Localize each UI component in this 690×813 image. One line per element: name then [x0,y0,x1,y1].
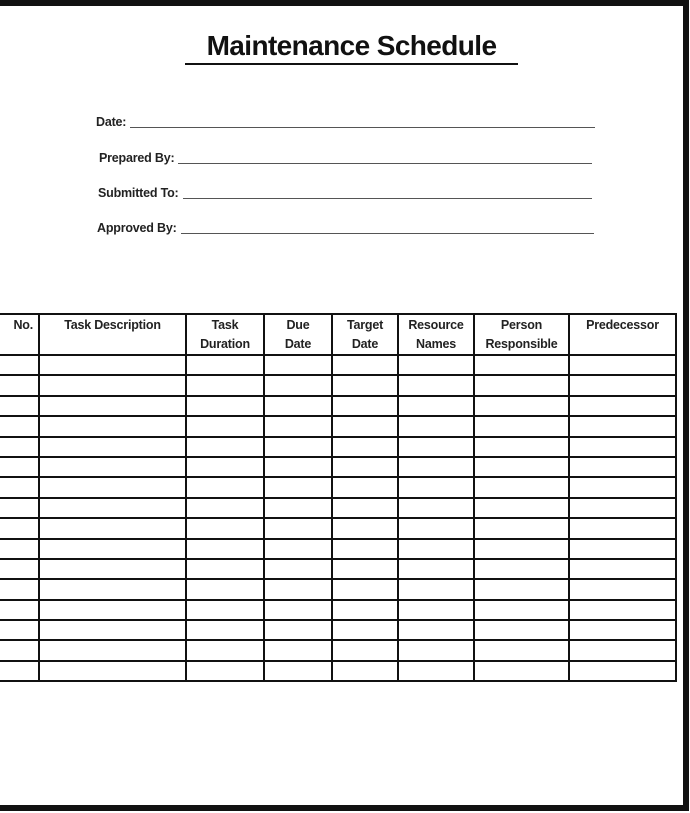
cell-task-duration[interactable] [186,640,264,660]
cell-person-responsible[interactable] [474,396,569,416]
cell-person-responsible[interactable] [474,437,569,457]
cell-due-date[interactable] [264,600,332,620]
cell-person-responsible[interactable] [474,355,569,375]
table-row [0,559,676,579]
table-row [0,539,676,559]
cell-target-date[interactable] [332,518,398,538]
cell-predecessor[interactable] [569,437,676,457]
cell-due-date[interactable] [264,355,332,375]
cell-target-date[interactable] [332,498,398,518]
cell-target-date[interactable] [332,416,398,436]
cell-due-date[interactable] [264,579,332,599]
table-row [0,600,676,620]
cell-task-duration[interactable] [186,416,264,436]
cell-due-date[interactable] [264,396,332,416]
cell-task-description[interactable] [39,539,186,559]
date-input-line[interactable] [130,127,595,128]
cell-resource-names[interactable] [398,396,474,416]
cell-due-date[interactable] [264,416,332,436]
cell-person-responsible[interactable] [474,477,569,497]
prepared-by-input-line[interactable] [178,163,592,164]
cell-resource-names[interactable] [398,416,474,436]
cell-person-responsible[interactable] [474,600,569,620]
header-resource-names: Resource Names [398,314,474,355]
cell-task-duration[interactable] [186,437,264,457]
cell-no[interactable] [0,518,39,538]
cell-person-responsible[interactable] [474,539,569,559]
cell-task-duration[interactable] [186,355,264,375]
cell-no[interactable] [0,559,39,579]
cell-due-date[interactable] [264,457,332,477]
cell-predecessor[interactable] [569,375,676,395]
table-body [0,355,676,681]
table-row [0,498,676,518]
table-row [0,396,676,416]
cell-predecessor[interactable] [569,640,676,660]
cell-no[interactable] [0,600,39,620]
cell-resource-names[interactable] [398,640,474,660]
cell-predecessor[interactable] [569,355,676,375]
table-row [0,416,676,436]
cell-no[interactable] [0,661,39,681]
cell-task-description[interactable] [39,375,186,395]
cell-predecessor[interactable] [569,416,676,436]
cell-person-responsible[interactable] [474,640,569,660]
cell-resource-names[interactable] [398,518,474,538]
cell-due-date[interactable] [264,559,332,579]
date-label: Date: [96,115,127,129]
approved-by-label: Approved By: [97,221,177,235]
cell-target-date[interactable] [332,640,398,660]
cell-task-description[interactable] [39,579,186,599]
cell-no[interactable] [0,396,39,416]
cell-task-duration[interactable] [186,579,264,599]
cell-predecessor[interactable] [569,620,676,640]
cell-person-responsible[interactable] [474,498,569,518]
cell-due-date[interactable] [264,539,332,559]
cell-due-date[interactable] [264,498,332,518]
cell-task-description[interactable] [39,477,186,497]
cell-person-responsible[interactable] [474,375,569,395]
cell-person-responsible[interactable] [474,559,569,579]
cell-predecessor[interactable] [569,600,676,620]
cell-resource-names[interactable] [398,457,474,477]
cell-resource-names[interactable] [398,355,474,375]
cell-resource-names[interactable] [398,477,474,497]
cell-target-date[interactable] [332,375,398,395]
cell-task-description[interactable] [39,355,186,375]
page-border-right [683,0,689,811]
cell-predecessor[interactable] [569,579,676,599]
header-target-date: Target Date [332,314,398,355]
cell-due-date[interactable] [264,375,332,395]
table-row [0,661,676,681]
cell-target-date[interactable] [332,620,398,640]
cell-resource-names[interactable] [398,620,474,640]
cell-no[interactable] [0,437,39,457]
submitted-to-label: Submitted To: [98,186,179,200]
cell-predecessor[interactable] [569,477,676,497]
header-due-date: Due Date [264,314,332,355]
cell-task-duration[interactable] [186,518,264,538]
submitted-to-field[interactable] [98,181,592,201]
page-border-bottom [0,805,689,811]
cell-resource-names[interactable] [398,437,474,457]
cell-target-date[interactable] [332,539,398,559]
cell-target-date[interactable] [332,579,398,599]
cell-target-date[interactable] [332,437,398,457]
table-row [0,477,676,497]
cell-task-duration[interactable] [186,396,264,416]
cell-no[interactable] [0,355,39,375]
cell-task-description[interactable] [39,518,186,538]
cell-target-date[interactable] [332,661,398,681]
table-header-row [0,314,676,355]
cell-task-description[interactable] [39,457,186,477]
cell-task-duration[interactable] [186,498,264,518]
prepared-by-field[interactable] [99,146,592,166]
cell-resource-names[interactable] [398,661,474,681]
cell-person-responsible[interactable] [474,518,569,538]
header-person-responsible: Person Responsible [474,314,569,355]
cell-task-description[interactable] [39,559,186,579]
cell-task-duration[interactable] [186,457,264,477]
cell-task-description[interactable] [39,396,186,416]
cell-person-responsible[interactable] [474,661,569,681]
header-task-duration: Task Duration [186,314,264,355]
table-row [0,620,676,640]
cell-task-duration[interactable] [186,661,264,681]
header-predecessor: Predecessor [569,314,676,355]
table-row [0,355,676,375]
cell-no[interactable] [0,579,39,599]
cell-task-duration[interactable] [186,600,264,620]
title-underline [185,63,518,65]
cell-task-duration[interactable] [186,620,264,640]
cell-target-date[interactable] [332,477,398,497]
cell-task-description[interactable] [39,600,186,620]
header-task-description: Task Description [39,314,186,355]
cell-task-description[interactable] [39,498,186,518]
cell-person-responsible[interactable] [474,579,569,599]
table-row [0,579,676,599]
approved-by-input-line[interactable] [181,233,594,234]
cell-task-duration[interactable] [186,539,264,559]
cell-no[interactable] [0,457,39,477]
cell-due-date[interactable] [264,640,332,660]
cell-person-responsible[interactable] [474,457,569,477]
cell-target-date[interactable] [332,355,398,375]
date-field[interactable] [96,110,595,130]
cell-predecessor[interactable] [569,518,676,538]
table-row [0,518,676,538]
cell-person-responsible[interactable] [474,416,569,436]
page-border-top [0,0,689,6]
cell-task-duration[interactable] [186,375,264,395]
cell-resource-names[interactable] [398,600,474,620]
prepared-by-label: Prepared By: [99,151,175,165]
cell-due-date[interactable] [264,518,332,538]
cell-no[interactable] [0,640,39,660]
cell-due-date[interactable] [264,477,332,497]
table-row [0,457,676,477]
cell-due-date[interactable] [264,620,332,640]
cell-task-duration[interactable] [186,559,264,579]
cell-target-date[interactable] [332,600,398,620]
table-row [0,375,676,395]
cell-target-date[interactable] [332,457,398,477]
cell-predecessor[interactable] [569,396,676,416]
cell-no[interactable] [0,539,39,559]
cell-no[interactable] [0,416,39,436]
cell-due-date[interactable] [264,661,332,681]
cell-due-date[interactable] [264,437,332,457]
cell-task-description[interactable] [39,620,186,640]
cell-resource-names[interactable] [398,375,474,395]
cell-no[interactable] [0,375,39,395]
cell-target-date[interactable] [332,396,398,416]
cell-predecessor[interactable] [569,457,676,477]
cell-target-date[interactable] [332,559,398,579]
page-title: Maintenance Schedule [206,30,497,61]
cell-resource-names[interactable] [398,498,474,518]
cell-predecessor[interactable] [569,539,676,559]
approved-by-field[interactable] [97,216,594,236]
header-no: No. [0,314,39,355]
table-row [0,640,676,660]
cell-task-description[interactable] [39,416,186,436]
cell-no[interactable] [0,477,39,497]
cell-task-duration[interactable] [186,477,264,497]
schedule-table [0,313,677,682]
cell-task-description[interactable] [39,661,186,681]
cell-predecessor[interactable] [569,661,676,681]
table-row [0,437,676,457]
cell-task-description[interactable] [39,640,186,660]
cell-no[interactable] [0,620,39,640]
submitted-to-input-line[interactable] [183,198,593,199]
cell-resource-names[interactable] [398,559,474,579]
cell-predecessor[interactable] [569,498,676,518]
cell-resource-names[interactable] [398,539,474,559]
cell-no[interactable] [0,498,39,518]
cell-task-description[interactable] [39,437,186,457]
cell-person-responsible[interactable] [474,620,569,640]
cell-predecessor[interactable] [569,559,676,579]
cell-resource-names[interactable] [398,579,474,599]
